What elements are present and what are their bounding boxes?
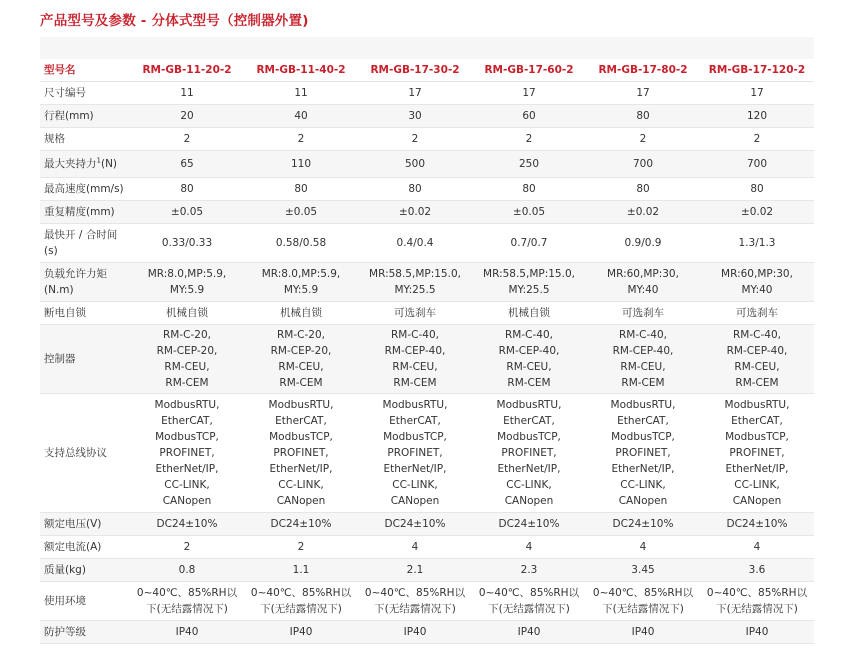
table-cell: IP40 (586, 621, 700, 644)
table-cell: ModbusRTU, EtherCAT, ModbusTCP, PROFINET, EtherNet/IP, CC-LINK, CANopen (472, 394, 586, 513)
table-row (40, 621, 814, 644)
header-model: RM-GB-17-30-2 (358, 59, 472, 82)
table-cell: ±0.02 (358, 201, 472, 224)
table-cell: DC24±10% (244, 513, 358, 536)
table-cell: 500 (358, 151, 472, 178)
table-row (40, 151, 814, 178)
table-row (40, 559, 814, 582)
row-label: 负载允许力矩 (N.m) (40, 263, 130, 302)
table-cell: MR:58.5,MP:15.0, MY:25.5 (358, 263, 472, 302)
header-model: RM-GB-17-80-2 (586, 59, 700, 82)
table-cell: 0~40℃、85%RH以 下(无结露情况下) (244, 582, 358, 621)
table-cell: ±0.02 (700, 201, 814, 224)
table-cell: RM-C-40, RM-CEP-40, RM-CEU, RM-CEM (358, 325, 472, 394)
table-cell: 2 (130, 536, 244, 559)
table-cell: ±0.05 (472, 201, 586, 224)
row-label: 质量(kg) (40, 559, 130, 582)
table-cell: 700 (586, 151, 700, 178)
table-cell: IP40 (358, 621, 472, 644)
table-cell: 0~40℃、85%RH以 下(无结露情况下) (472, 582, 586, 621)
row-label: 最快开 / 合时间 (s) (40, 224, 130, 263)
row-label-unit: (N) (100, 158, 118, 170)
table-cell: 2 (244, 128, 358, 151)
table-row (40, 302, 814, 325)
table-cell: 80 (244, 178, 358, 201)
table-row (40, 263, 814, 302)
table-cell: 0~40℃、85%RH以 下(无结露情况下) (358, 582, 472, 621)
table-cell: 40 (244, 105, 358, 128)
table-cell: 0~40℃、85%RH以 下(无结露情况下) (130, 582, 244, 621)
table-cell: ModbusRTU, EtherCAT, ModbusTCP, PROFINET, EtherNet/IP, CC-LINK, CANopen (586, 394, 700, 513)
table-cell: 1.1 (244, 559, 358, 582)
table-cell: 120 (700, 105, 814, 128)
row-label: 断电自锁 (40, 302, 130, 325)
table-cell: 2 (130, 128, 244, 151)
table-row (40, 178, 814, 201)
table-cell: 80 (586, 105, 700, 128)
table-cell: 4 (472, 536, 586, 559)
table-header-row (40, 59, 814, 82)
table-cell: 4 (358, 536, 472, 559)
header-model: RM-GB-11-20-2 (130, 59, 244, 82)
table-cell: 700 (700, 151, 814, 178)
table-cell: 2 (472, 128, 586, 151)
table-row (40, 201, 814, 224)
table-cell: DC24±10% (472, 513, 586, 536)
row-label: 尺寸编号 (40, 82, 130, 105)
table-cell: IP40 (700, 621, 814, 644)
table-cell: ±0.02 (586, 201, 700, 224)
table-cell: 机械自锁 (472, 302, 586, 325)
row-label: 重复精度(mm) (40, 201, 130, 224)
table-cell: 1.3/1.3 (700, 224, 814, 263)
table-cell: DC24±10% (586, 513, 700, 536)
table-cell: 110 (244, 151, 358, 178)
table-cell: 65 (130, 151, 244, 178)
table-cell: 0.7/0.7 (472, 224, 586, 263)
table-cell: DC24±10% (358, 513, 472, 536)
table-cell: 60 (472, 105, 586, 128)
row-label: 额定电压(V) (40, 513, 130, 536)
table-cell: ModbusRTU, EtherCAT, ModbusTCP, PROFINET, EtherNet/IP, CC-LINK, CANopen (130, 394, 244, 513)
table-cell: 3.45 (586, 559, 700, 582)
row-label-text: 最大夹持力 (44, 158, 97, 170)
table-row (40, 128, 814, 151)
table-cell: 2 (586, 128, 700, 151)
table-cell: 80 (472, 178, 586, 201)
footnote-marker: 1 (96, 156, 101, 165)
table-cell: 4 (700, 536, 814, 559)
table-row (40, 325, 814, 394)
table-cell: RM-C-40, RM-CEP-40, RM-CEU, RM-CEM (472, 325, 586, 394)
table-cell: 4 (586, 536, 700, 559)
table-row (40, 82, 814, 105)
table-cell: DC24±10% (130, 513, 244, 536)
header-model: RM-GB-17-120-2 (700, 59, 814, 82)
row-label: 控制器 (40, 325, 130, 394)
table-cell: 机械自锁 (130, 302, 244, 325)
table-cell: 17 (472, 82, 586, 105)
table-cell: MR:60,MP:30, MY:40 (700, 263, 814, 302)
table-cell: IP40 (244, 621, 358, 644)
table-row (40, 394, 814, 513)
row-label: 行程(mm) (40, 105, 130, 128)
table-cell: IP40 (130, 621, 244, 644)
table-cell: 250 (472, 151, 586, 178)
table-row (40, 513, 814, 536)
table-cell: 可选刹车 (700, 302, 814, 325)
table-cell: 17 (700, 82, 814, 105)
table-cell: 80 (586, 178, 700, 201)
row-label (40, 151, 130, 178)
table-cell: 0.4/0.4 (358, 224, 472, 263)
table-cell: 2.3 (472, 559, 586, 582)
table-row (40, 536, 814, 559)
table-cell: 20 (130, 105, 244, 128)
table-cell: 80 (700, 178, 814, 201)
table-cell: 11 (244, 82, 358, 105)
table-cell: RM-C-40, RM-CEP-40, RM-CEU, RM-CEM (586, 325, 700, 394)
table-cell: RM-C-20, RM-CEP-20, RM-CEU, RM-CEM (244, 325, 358, 394)
table-cell: MR:60,MP:30, MY:40 (586, 263, 700, 302)
table-top-band (40, 37, 814, 59)
table-cell: 可选刹车 (358, 302, 472, 325)
table-cell: 30 (358, 105, 472, 128)
table-cell: ±0.05 (244, 201, 358, 224)
header-label: 型号名 (40, 59, 130, 82)
table-cell: MR:8.0,MP:5.9, MY:5.9 (130, 263, 244, 302)
table-cell: ModbusRTU, EtherCAT, ModbusTCP, PROFINET, EtherNet/IP, CC-LINK, CANopen (244, 394, 358, 513)
table-cell: 0.9/0.9 (586, 224, 700, 263)
table-cell: 2 (700, 128, 814, 151)
row-label: 防护等级 (40, 621, 130, 644)
table-cell: 0.58/0.58 (244, 224, 358, 263)
table-cell: IP40 (472, 621, 586, 644)
table-cell: 80 (358, 178, 472, 201)
table-cell: ModbusRTU, EtherCAT, ModbusTCP, PROFINET, EtherNet/IP, CC-LINK, CANopen (700, 394, 814, 513)
row-label: 最高速度(mm/s) (40, 178, 130, 201)
table-cell: 可选刹车 (586, 302, 700, 325)
row-label: 支持总线协议 (40, 394, 130, 513)
table-cell: 机械自锁 (244, 302, 358, 325)
table-cell: 3.6 (700, 559, 814, 582)
table-cell: MR:58.5,MP:15.0, MY:25.5 (472, 263, 586, 302)
table-cell: 0.33/0.33 (130, 224, 244, 263)
row-label: 使用环境 (40, 582, 130, 621)
table-cell: 2 (358, 128, 472, 151)
table-cell: 11 (130, 82, 244, 105)
table-cell: ModbusRTU, EtherCAT, ModbusTCP, PROFINET, EtherNet/IP, CC-LINK, CANopen (358, 394, 472, 513)
header-model: RM-GB-17-60-2 (472, 59, 586, 82)
table-cell: DC24±10% (700, 513, 814, 536)
table-cell: 17 (358, 82, 472, 105)
table-row (40, 105, 814, 128)
row-label: 额定电流(A) (40, 536, 130, 559)
spec-table (40, 59, 814, 644)
table-cell: 0~40℃、85%RH以 下(无结露情况下) (700, 582, 814, 621)
table-cell: RM-C-40, RM-CEP-40, RM-CEU, RM-CEM (700, 325, 814, 394)
table-cell: 2 (244, 536, 358, 559)
table-cell: MR:8.0,MP:5.9, MY:5.9 (244, 263, 358, 302)
table-cell: 0~40℃、85%RH以 下(无结露情况下) (586, 582, 700, 621)
table-cell: 2.1 (358, 559, 472, 582)
table-cell: RM-C-20, RM-CEP-20, RM-CEU, RM-CEM (130, 325, 244, 394)
header-model: RM-GB-11-40-2 (244, 59, 358, 82)
table-cell: 17 (586, 82, 700, 105)
table-row (40, 224, 814, 263)
table-cell: 0.8 (130, 559, 244, 582)
row-label: 规格 (40, 128, 130, 151)
table-cell: 80 (130, 178, 244, 201)
table-cell: ±0.05 (130, 201, 244, 224)
table-row (40, 582, 814, 621)
page-title: 产品型号及参数 - 分体式型号（控制器外置) (40, 13, 309, 29)
